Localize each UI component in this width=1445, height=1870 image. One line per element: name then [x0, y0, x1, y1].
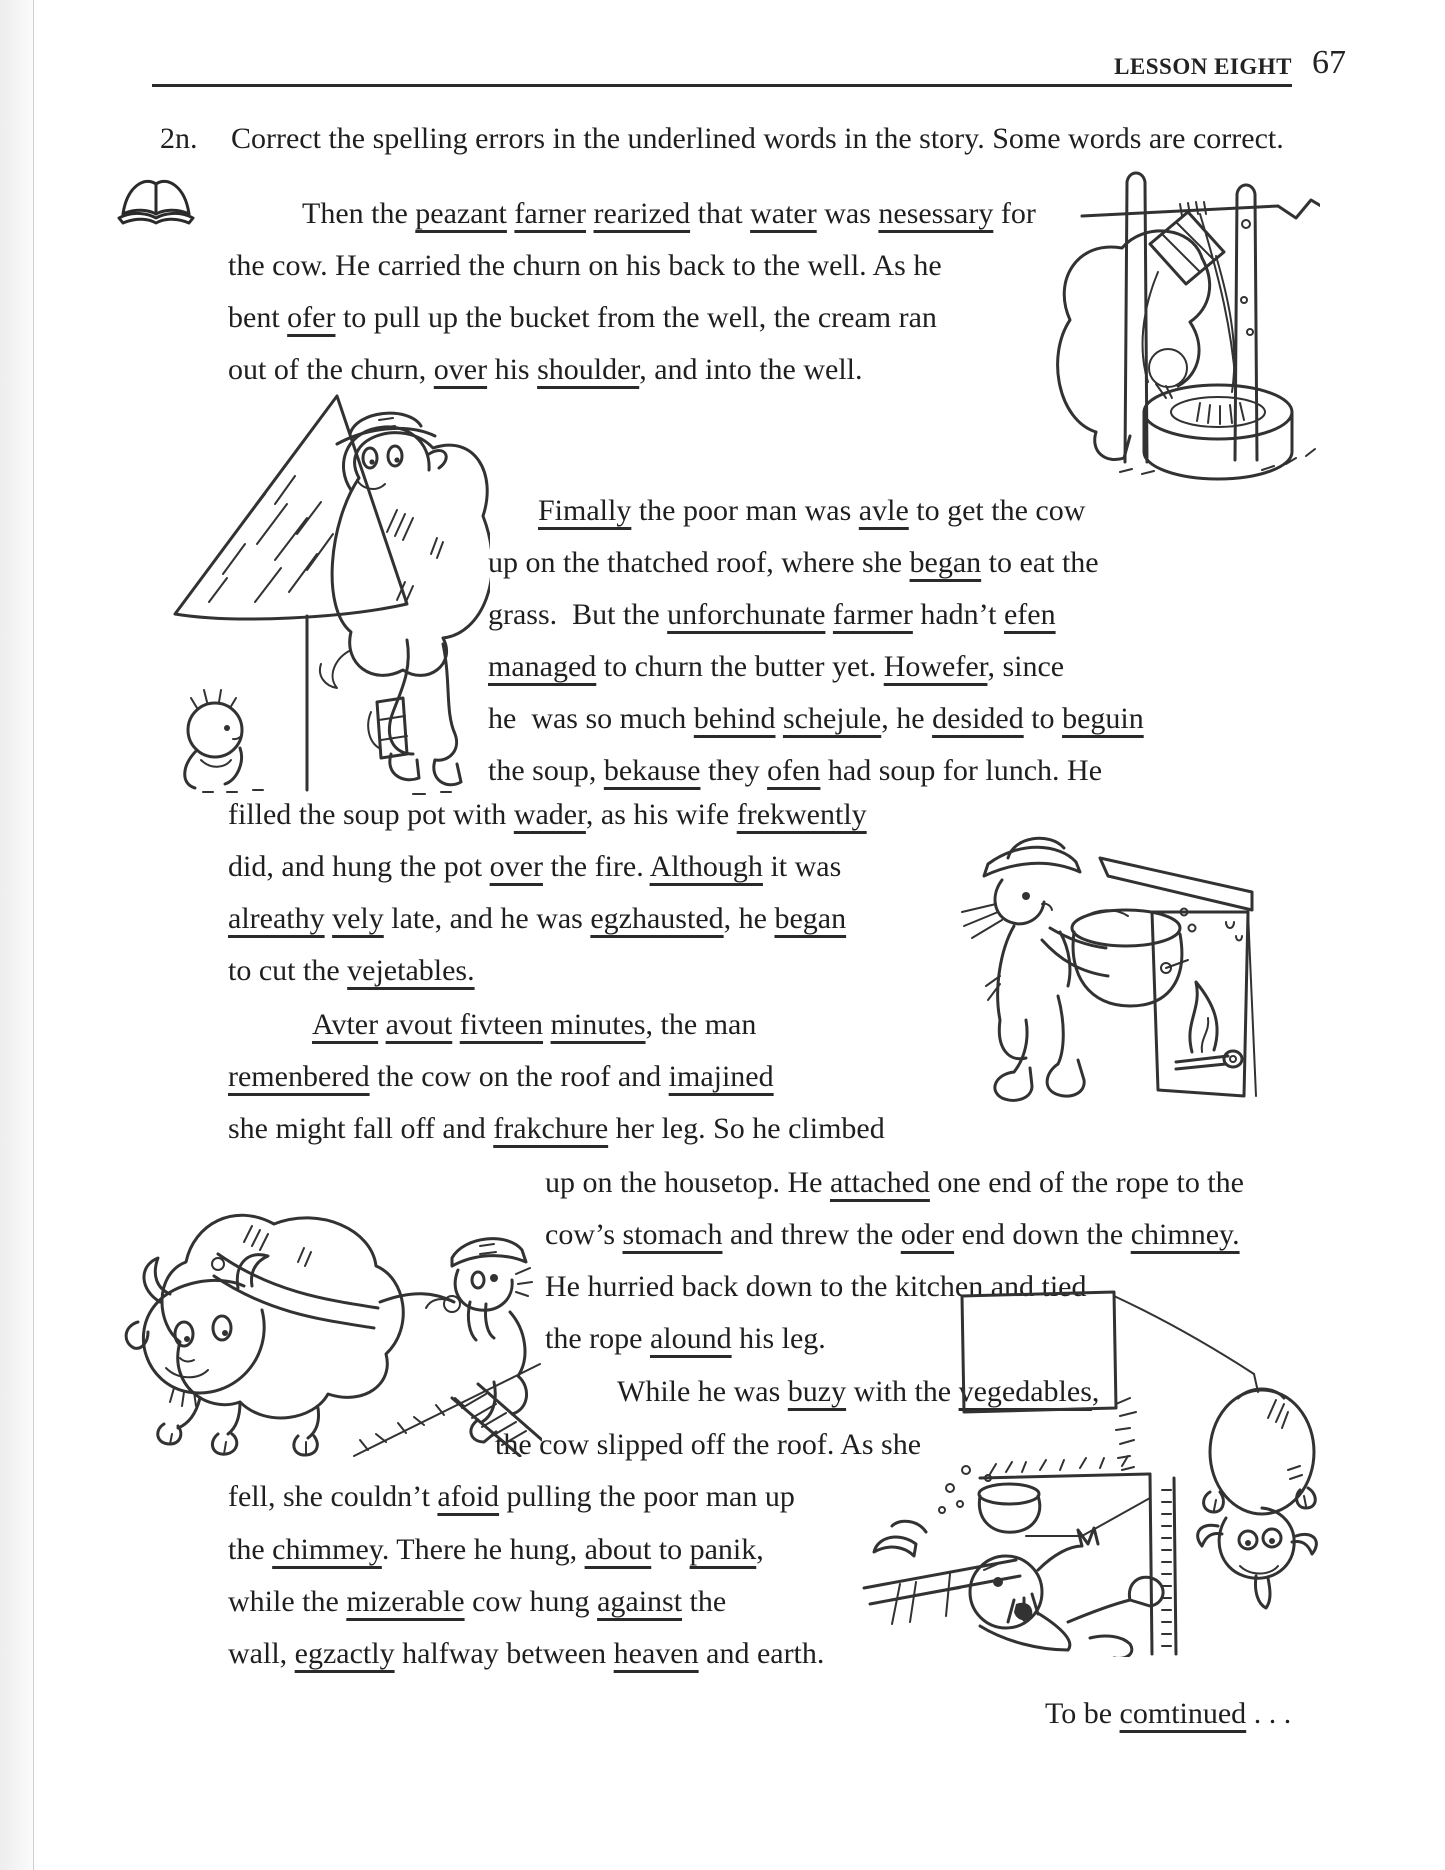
misspelled-word: egzactly: [294, 1637, 395, 1670]
farmer-carrying-cow-house-illustration: [145, 382, 490, 802]
exercise-number: 2n.: [160, 122, 198, 155]
misspelled-word: peazant: [415, 197, 507, 230]
story-text: [378, 1008, 386, 1041]
story-line: [312, 1007, 756, 1043]
story-text: , and into the well.: [639, 353, 863, 386]
farmer-pulling-cow-roof-illustration: [122, 1162, 542, 1457]
scan-edge: [0, 0, 34, 1870]
story-text: grass. But the: [488, 598, 668, 631]
misspelled-word: against: [597, 1585, 683, 1618]
story-text: his leg.: [731, 1322, 826, 1355]
story-line: [228, 849, 841, 885]
story-line: [228, 1059, 774, 1095]
story-line: [228, 1111, 885, 1147]
story-text: late, and he was: [383, 902, 591, 935]
misspelled-word: alound: [649, 1322, 732, 1355]
story-text: end down the: [954, 1218, 1131, 1251]
story-text: the fire.: [542, 850, 650, 883]
farmer-pot-fireplace-illustration: [930, 800, 1260, 1105]
story-line: [228, 1479, 795, 1515]
misspelled-word: Avter: [312, 1008, 379, 1041]
story-text: one end of the rope to the: [929, 1166, 1244, 1199]
story-text: cow’s: [545, 1218, 623, 1251]
story-text: [825, 598, 833, 631]
story-line: [228, 953, 475, 989]
misspelled-word: shoulder: [537, 353, 640, 386]
farmer-fallen-cow-hanging-illustration: [830, 1282, 1325, 1657]
story-text: his: [487, 353, 538, 386]
misspelled-word: minutes: [550, 1008, 646, 1041]
story-text: Then the: [302, 197, 416, 230]
misspelled-word: vegedables: [958, 1375, 1092, 1408]
story-text: [586, 197, 594, 230]
story-line: [228, 901, 846, 937]
story-text: He hurried back down to the kitchen and tied: [545, 1270, 1087, 1303]
misspelled-word: wader: [513, 798, 586, 831]
misspelled-word: heaven: [613, 1637, 699, 1670]
misspelled-word: imajined: [668, 1060, 774, 1093]
story-text: to churn the butter yet.: [596, 650, 884, 683]
story-text: fell, she couldn’t: [228, 1480, 438, 1513]
misspelled-word: farner: [514, 197, 587, 230]
story-text: filled the soup pot with: [228, 798, 514, 831]
story-text: to cut the: [228, 954, 348, 987]
misspelled-word: afoid: [437, 1480, 500, 1513]
misspelled-word: frakchure: [493, 1112, 609, 1145]
story-line: [488, 545, 1099, 581]
misspelled-word: mizerable: [346, 1585, 465, 1618]
misspelled-word: managed: [488, 650, 597, 683]
story-text: the: [682, 1585, 727, 1618]
story-line: [228, 797, 867, 833]
story-text: and earth.: [698, 1637, 825, 1670]
misspelled-word: avle: [858, 494, 909, 527]
misspelled-word: Although: [649, 850, 763, 883]
story-text: the cow slipped off the roof. As she: [495, 1428, 922, 1461]
misspelled-word: avout: [385, 1008, 453, 1041]
story-text: with the: [846, 1375, 959, 1408]
misspelled-word: vejetables.: [347, 954, 475, 987]
story-text: to: [651, 1533, 690, 1566]
misspelled-word: unforchunate: [667, 598, 826, 631]
misspelled-word: Fimally: [538, 494, 632, 527]
misspelled-word: panik: [689, 1533, 757, 1566]
misspelled-word: ofen: [767, 754, 821, 787]
misspelled-word: beguin: [1062, 702, 1144, 735]
misspelled-word: over: [489, 850, 543, 883]
misspelled-word: comtinued: [1119, 1697, 1247, 1730]
misspelled-word: attached: [829, 1166, 930, 1199]
story-text: wall,: [228, 1637, 295, 1670]
story-line: [228, 300, 937, 336]
story-line: [228, 1584, 726, 1620]
header-rule: [152, 84, 1292, 87]
story-text: the rope: [545, 1322, 650, 1355]
story-text: did, and hung the pot: [228, 850, 490, 883]
story-text: they: [700, 754, 768, 787]
misspelled-word: Howefer: [883, 650, 988, 683]
misspelled-word: water: [750, 197, 817, 230]
misspelled-word: chimmey: [272, 1533, 382, 1566]
story-line: [545, 1217, 1240, 1253]
misspelled-word: over: [433, 353, 488, 386]
story-text: was: [816, 197, 879, 230]
page-number: 67: [1312, 44, 1346, 81]
misspelled-word: began: [909, 546, 982, 579]
misspelled-word: bekause: [603, 754, 701, 787]
story-text: halfway between: [394, 1637, 614, 1670]
story-text: , he: [881, 702, 933, 735]
story-text: ,: [756, 1533, 764, 1566]
exercise-instruction: Correct the spelling errors in the underlined words in the story. Some words are correct.: [231, 122, 1284, 155]
misspelled-word: frekwently: [736, 798, 867, 831]
misspelled-word: efen: [1003, 598, 1056, 631]
story-text: pulling the poor man up: [499, 1480, 795, 1513]
misspelled-word: about: [584, 1533, 652, 1566]
story-text: [543, 1008, 551, 1041]
lesson-header: LESSON EIGHT: [1114, 54, 1292, 79]
story-text: the: [228, 1533, 273, 1566]
story-text: she might fall off and: [228, 1112, 494, 1145]
story-text: to get the cow: [908, 494, 1086, 527]
story-text: up on the thatched roof, where she: [488, 546, 910, 579]
story-line: [488, 753, 1102, 789]
story-text: out of the churn,: [228, 353, 434, 386]
story-text: hadn’t: [912, 598, 1004, 631]
story-text: bent: [228, 301, 288, 334]
misspelled-word: farmer: [832, 598, 913, 631]
story-line: [545, 1321, 826, 1357]
misspelled-word: nesessary: [878, 197, 994, 230]
misspelled-word: rearized: [593, 197, 691, 230]
story-text: had soup for lunch. He: [820, 754, 1103, 787]
story-text: and threw the: [722, 1218, 901, 1251]
misspelled-word: ofer: [287, 301, 336, 334]
story-text: [452, 1008, 460, 1041]
open-book-icon: [114, 164, 198, 230]
misspelled-word: vely: [332, 902, 384, 935]
story-text: the soup,: [488, 754, 604, 787]
story-text: . . .: [1246, 1697, 1292, 1730]
misspelled-word: buzy: [787, 1375, 847, 1408]
story-text: he was so much: [488, 702, 694, 735]
misspelled-word: egzhausted: [590, 902, 724, 935]
story-text: while the: [228, 1585, 347, 1618]
story-text: While he was: [617, 1375, 788, 1408]
story-text: for: [993, 197, 1036, 230]
story-text: ,: [1091, 1375, 1100, 1408]
story-line: [228, 1636, 824, 1672]
story-text: the cow. He carried the churn on his back to the well. As he: [228, 249, 942, 282]
story-text: cow hung: [464, 1585, 598, 1618]
misspelled-word: fivteen: [459, 1008, 544, 1041]
story-line: [488, 701, 1144, 737]
story-line: [302, 196, 1036, 232]
misspelled-word: remenbered: [228, 1060, 370, 1093]
misspelled-word: alreathy: [228, 902, 325, 935]
story-text: the cow on the roof and: [369, 1060, 669, 1093]
story-line: [488, 649, 1064, 685]
story-text: it was: [762, 850, 842, 883]
story-text: , he: [723, 902, 775, 935]
farmer-churn-well-illustration: [1030, 160, 1320, 495]
story-text: to pull up the bucket from the well, the cream ran: [335, 301, 937, 334]
story-line: [228, 1532, 764, 1568]
story-line: [545, 1165, 1244, 1201]
story-text: that: [690, 197, 751, 230]
to-be-continued-line: [1045, 1697, 1291, 1731]
story-text: [325, 902, 333, 935]
story-text: , as his wife: [585, 798, 737, 831]
story-text: to: [1023, 702, 1063, 735]
misspelled-word: chimney.: [1130, 1218, 1240, 1251]
story-text: , the man: [645, 1008, 757, 1041]
misspelled-word: oder: [900, 1218, 955, 1251]
story-text: up on the housetop. He: [545, 1166, 830, 1199]
misspelled-word: began: [774, 902, 847, 935]
story-line: [488, 597, 1056, 633]
misspelled-word: desided: [932, 702, 1024, 735]
story-line: [538, 493, 1085, 529]
misspelled-word: schejule: [782, 702, 882, 735]
story-text: the poor man was: [631, 494, 859, 527]
story-text: . There he hung,: [381, 1533, 585, 1566]
story-text: to eat the: [981, 546, 1099, 579]
story-text: her leg. So he climbed: [608, 1112, 885, 1145]
story-text: , since: [987, 650, 1065, 683]
story-text: [775, 702, 783, 735]
story-text: To be: [1045, 1697, 1120, 1730]
story-line: [228, 248, 942, 284]
misspelled-word: stomach: [622, 1218, 723, 1251]
misspelled-word: behind: [693, 702, 776, 735]
